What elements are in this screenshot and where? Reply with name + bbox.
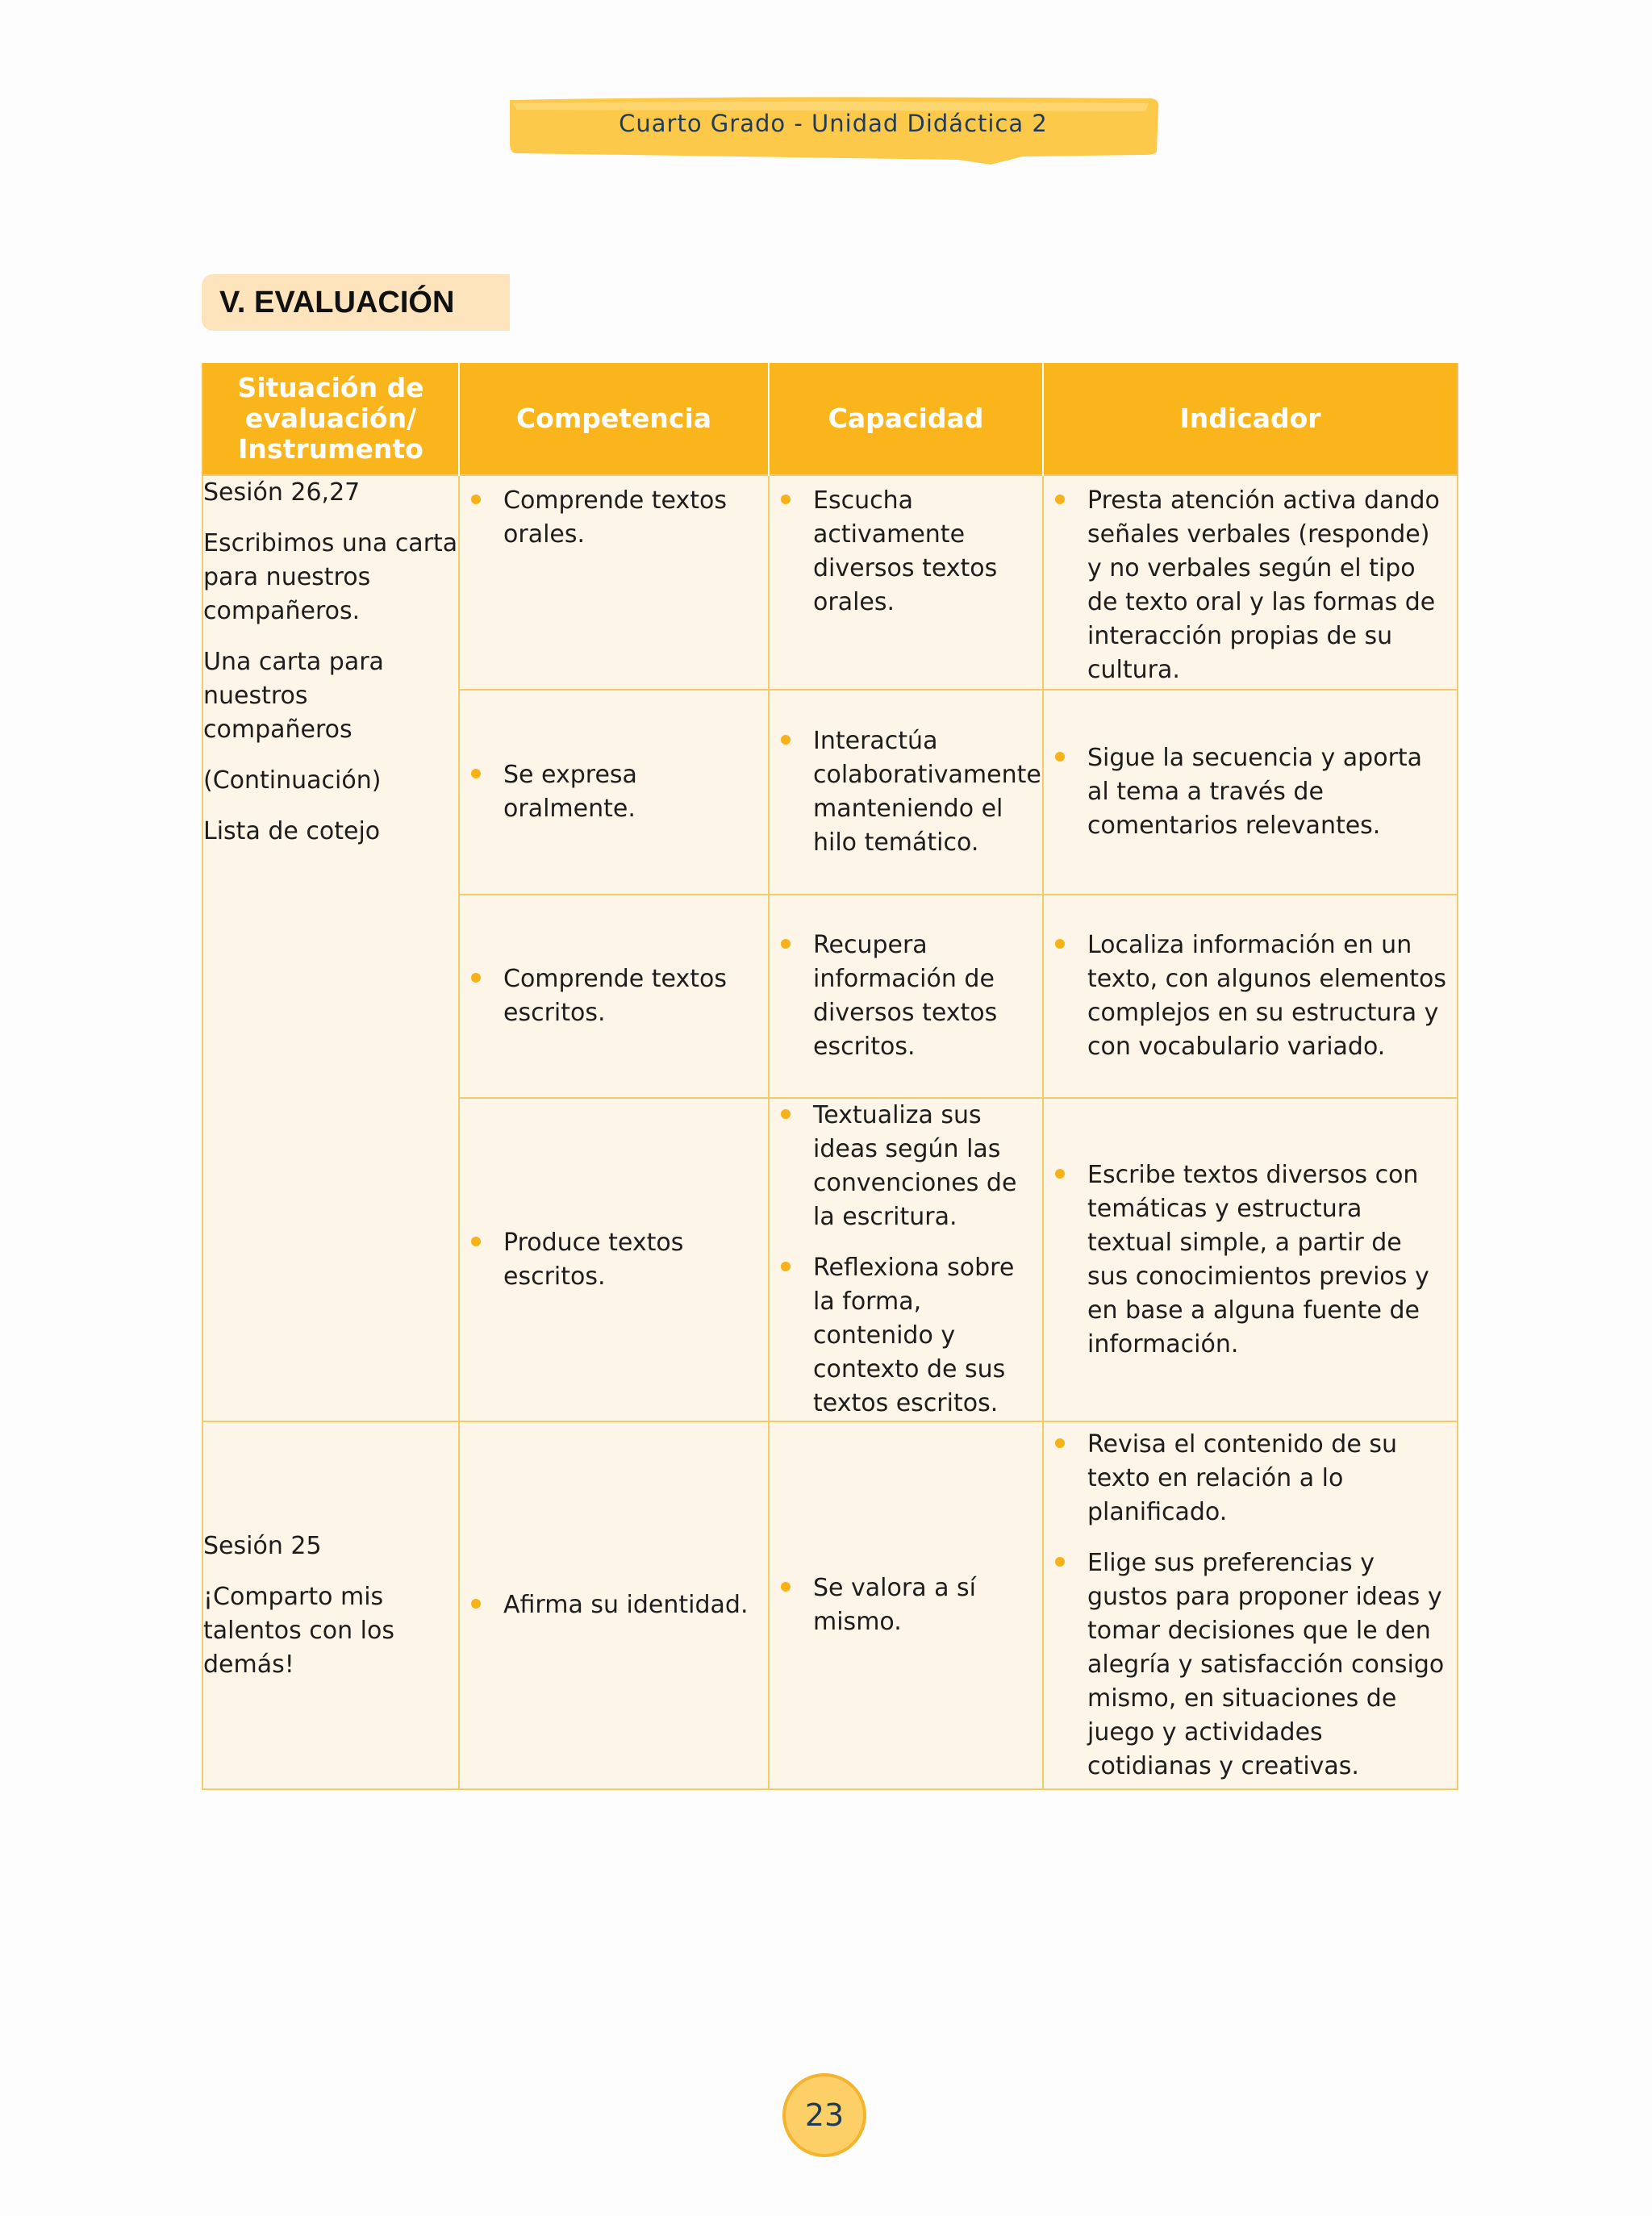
competencia-cell — [459, 895, 769, 1098]
indicador-cell — [1043, 1421, 1458, 1789]
situation-line: Escribimos una carta para nuestros compañeros. — [203, 529, 458, 625]
indicador-cell — [1043, 895, 1458, 1098]
section-title: V. EVALUACIÓN — [219, 286, 455, 319]
situation-line: ¡Comparto mis talentos con los demás! — [203, 1582, 394, 1679]
bullet-item: Produce textos escritos. — [471, 1226, 758, 1294]
bullet-item: Comprende textos escritos. — [471, 962, 758, 1030]
capacidad-cell — [769, 475, 1043, 690]
situation-line: Sesión 25 — [203, 1531, 322, 1560]
bullet-item: Comprende textos orales. — [471, 484, 758, 552]
situation-line: Una carta para nuestros compañeros — [203, 648, 384, 744]
bullet-item: Revisa el contenido de su texto en relación a lo planificado. — [1055, 1428, 1447, 1529]
bullet-item: Sigue la secuencia y aporta al tema a través de comentarios relevantes. — [1055, 741, 1447, 843]
situation-line: Sesión 26,27 — [203, 478, 361, 507]
capacidad-cell — [769, 1421, 1043, 1789]
bullet-item: Reflexiona sobre la forma, contenido y contexto de sus textos escritos. — [781, 1251, 1032, 1421]
situation-line: (Continuación) — [203, 766, 382, 795]
indicador-cell — [1043, 475, 1458, 690]
bullet-item: Localiza información en un texto, con algunos elementos complejos en su estructura y con vocabulario variado. — [1055, 929, 1447, 1064]
situation-line: Lista de cotejo — [203, 817, 381, 845]
bullet-item: Escribe textos diversos con temáticas y estructura textual simple, a partir de sus conocimientos previos y en base a alguna fuente de información. — [1055, 1158, 1447, 1362]
header-banner — [507, 95, 1160, 166]
bullet-item: Afirma su identidad. — [471, 1588, 758, 1622]
section-heading — [202, 274, 510, 331]
header-title: Cuarto Grado - Unidad Didáctica 2 — [619, 110, 1048, 137]
capacidad-cell — [769, 895, 1043, 1098]
header-situacion: Situación de evaluación/ Instrumento — [202, 363, 459, 475]
header-competencia: Competencia — [459, 363, 769, 475]
bullet-item: Escucha activamente diversos textos orales. — [781, 484, 1032, 620]
header-capacidad: Capacidad — [769, 363, 1043, 475]
bullet-item: Elige sus preferencias y gustos para proponer ideas y tomar decisiones que le den alegría y satisfacción consigo mismo, en situaciones de juego y actividades cotidianas y creativas. — [1055, 1546, 1447, 1784]
capacidad-cell — [769, 690, 1043, 895]
bullet-item: Se valora a sí mismo. — [781, 1571, 1032, 1639]
evaluation-table — [202, 363, 1458, 1790]
competencia-cell — [459, 690, 769, 895]
table-row — [202, 475, 1458, 690]
table-row — [202, 1421, 1458, 1789]
bullet-item: Se expresa oralmente. — [471, 758, 758, 826]
situation-cell — [202, 1421, 459, 1789]
capacidad-cell — [769, 1098, 1043, 1421]
competencia-cell — [459, 1098, 769, 1421]
bullet-item: Recupera información de diversos textos escritos. — [781, 929, 1032, 1064]
page-number: 23 — [782, 2073, 866, 2157]
header-indicador: Indicador — [1043, 363, 1458, 475]
bullet-item: Presta atención activa dando señales verbales (responde) y no verbales según el tipo de texto oral y las formas de interacción propias de su cultura. — [1055, 484, 1447, 687]
situation-cell — [202, 475, 459, 1421]
bullet-item: Interactúa colaborativamente manteniendo el hilo temático. — [781, 724, 1032, 860]
indicador-cell — [1043, 1098, 1458, 1421]
indicador-cell — [1043, 690, 1458, 895]
competencia-cell — [459, 475, 769, 690]
table-header-row — [202, 363, 1458, 475]
competencia-cell — [459, 1421, 769, 1789]
bullet-item: Textualiza sus ideas según las convenciones de la escritura. — [781, 1099, 1032, 1234]
